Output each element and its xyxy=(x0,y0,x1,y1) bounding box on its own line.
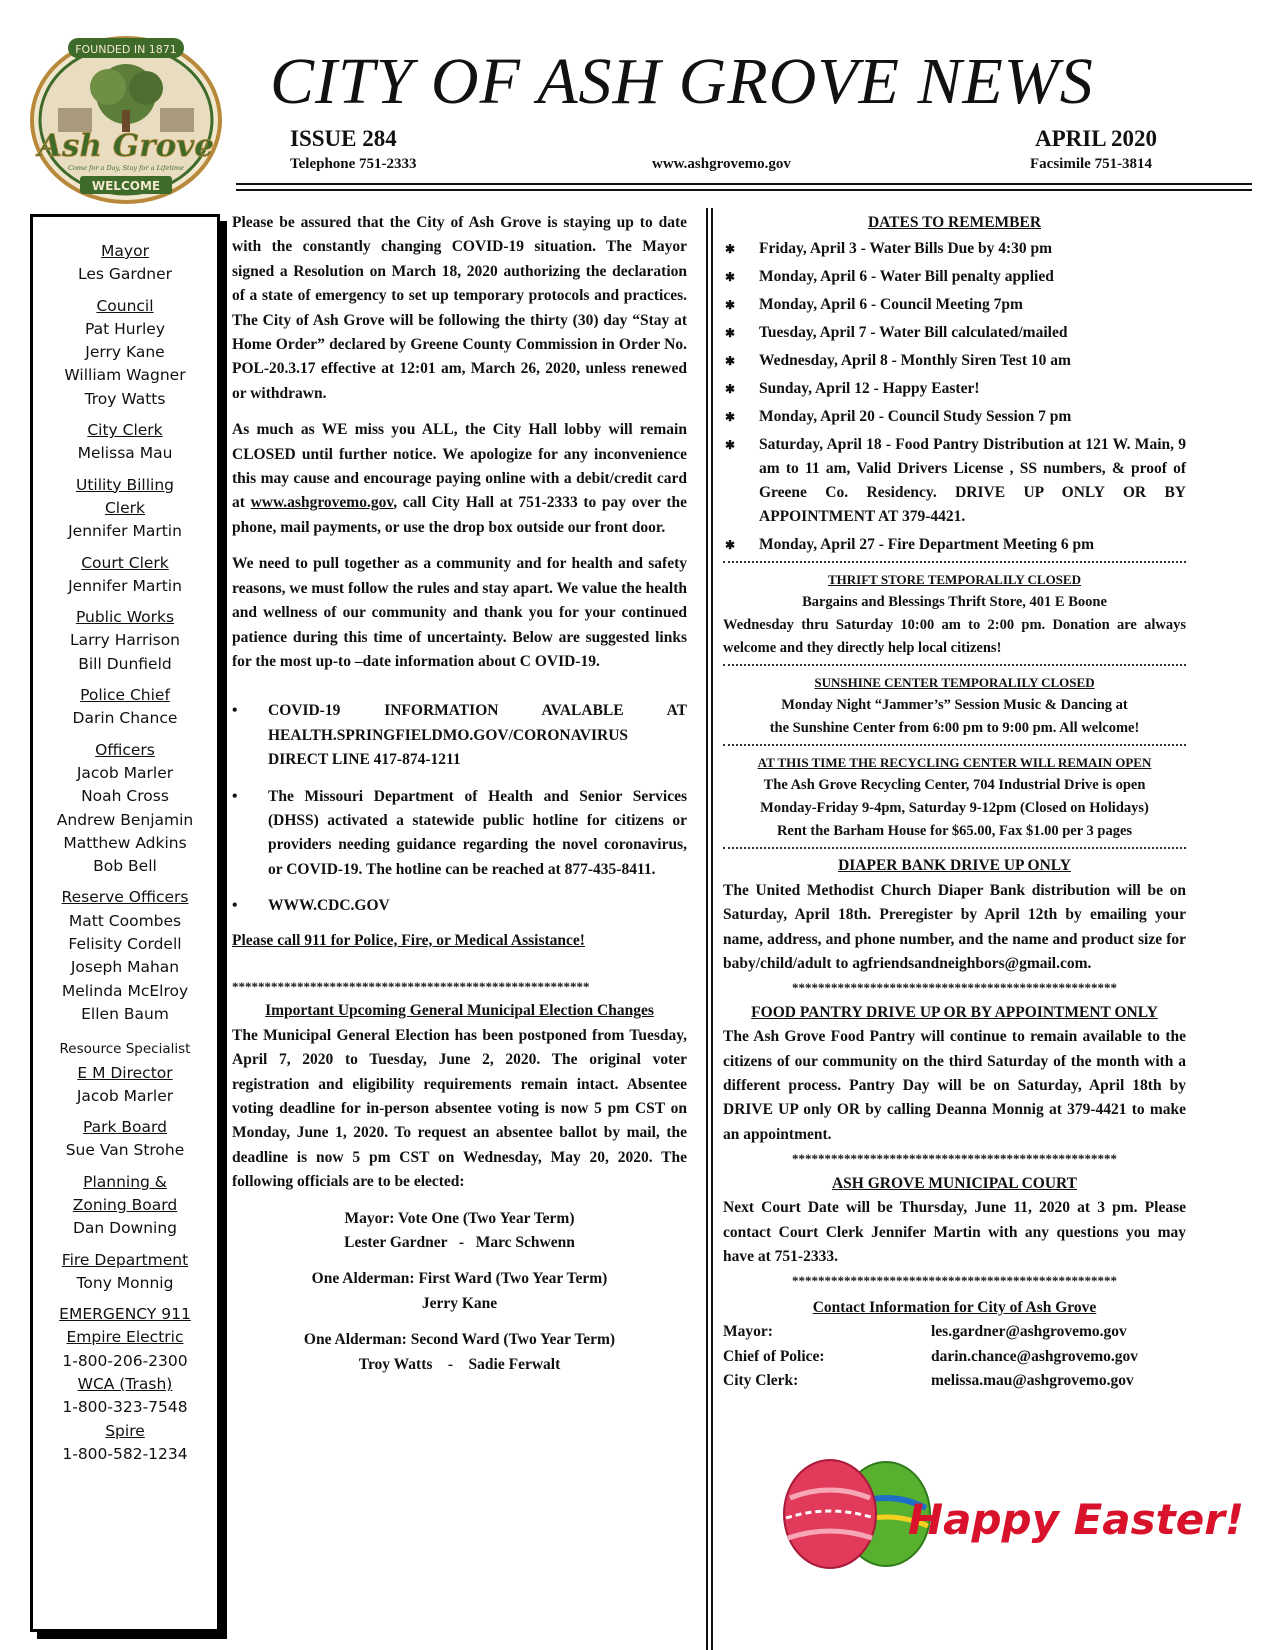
happy-easter-graphic xyxy=(776,1448,1245,1568)
recycling-line: Rent the Barham House for $65.00, Fax $1.00 per 3 pages xyxy=(776,823,1133,840)
sidebar-name: Matt Coombes xyxy=(68,911,182,930)
sidebar-name: Noah Cross xyxy=(81,787,169,806)
contact-row xyxy=(723,1320,1186,1344)
ash-grove-logo xyxy=(28,32,224,204)
sidebar-name: William Wagner xyxy=(64,366,186,385)
race-office: One Alderman: Second Ward (Two Year Term) xyxy=(303,1331,616,1349)
logo-name-text: Ash Grove xyxy=(37,128,215,164)
contact-role: Chief of Police: xyxy=(723,1347,825,1365)
contact-email[interactable]: les.gardner@ashgrovemo.gov xyxy=(931,1323,1127,1341)
community-paragraph: We need to pull together as a community and for health and safety reasons, we must follow the rules and stay apart. We value the health and wellness of our community and thank you for your continued patience during this time of uncertainty. Below are suggested links for the most up-to –date information about C OVID-19. xyxy=(232,555,687,670)
sunshine-line: the Sunshine Center from 6:00 pm to 9:00 pm. All welcome! xyxy=(769,720,1140,737)
sidebar-name: Les Gardner xyxy=(77,265,173,284)
sidebar-name: Melissa Mau xyxy=(77,444,173,463)
sidebar-name: Jennifer Martin xyxy=(68,522,182,541)
sidebar-heading: Spire xyxy=(105,1421,145,1440)
sidebar-heading: Empire Electric xyxy=(66,1328,184,1347)
column-divider-right xyxy=(711,208,713,1650)
sidebar-name: Larry Harrison xyxy=(69,631,181,650)
race-second-ward xyxy=(232,1328,687,1377)
dotted-divider xyxy=(723,744,1186,747)
race-candidates: Troy Watts - Sadie Ferwalt xyxy=(358,1355,561,1373)
sidebar-heading: Fire Department xyxy=(61,1250,189,1269)
masthead-rule-top xyxy=(236,183,1252,185)
sunshine-center-section xyxy=(723,671,1186,740)
race-mayor xyxy=(232,1207,687,1256)
thrift-line: Bargains and Blessings Thrift Store, 401 E Boone xyxy=(802,594,1107,611)
sidebar-heading: Officers xyxy=(95,740,155,759)
officials-sidebar xyxy=(30,214,220,1632)
website-link[interactable]: www.ashgrovemo.gov xyxy=(652,156,791,172)
pantry-body: The Ash Grove Food Pantry will continue to remain available to the citizens of our community on the third Saturday of the month with a different process. Pantry Day will be on Saturday, April 18th by DRIVE UP only OR by calling Deanna Monnig at 379-4421 to make an appointment. xyxy=(723,1028,1186,1143)
sidebar-heading: Mayor xyxy=(101,242,149,260)
race-office: One Alderman: First Ward (Two Year Term) xyxy=(311,1270,608,1288)
election-paragraph: The Municipal General Election has been postponed from Tuesday, April 7, 2020 to Tuesday, June 2, 2020. The original voter registration and eligibility requirements remain intact. Absentee voting deadline for in-person absentee voting is now 5 pm CST on Monday, June 1, 2020. To request an absentee ballot by mail, the deadline is now 5 pm CST on Wednesday, May 20, 2020. The following officials are to be elected: xyxy=(232,1026,687,1191)
contact-email[interactable]: darin.chance@ashgrovemo.gov xyxy=(931,1347,1139,1365)
sidebar-name: Dan Downing xyxy=(72,1219,178,1238)
covid-update-paragraph: Please be assured that the City of Ash Grove is staying up to date with the constantly changing COVID-19 situation. The Mayor signed a Resolution on March 18, 2020 authorizing the declaration of a state of emergency to set up temporary protocols and practices. The City of Ash Grove will be following the thirty (30) day “Stay at Home Order” declared by Greene County Commission in Order No. POL-20.3.17 effective at 12:01 am, March 26, 2020, unless renewed or withdrawn. xyxy=(232,214,687,402)
recycling-section xyxy=(723,751,1186,843)
sidebar-name: Sue Van Strohe xyxy=(65,1141,185,1160)
column-divider-left xyxy=(706,208,708,1650)
date-item: ✱ Monday, April 6 - Water Bill penalty applied xyxy=(759,265,1186,289)
side-column xyxy=(723,211,1186,1393)
sidebar-name: Jerry Kane xyxy=(85,343,165,362)
date-item: ✱ Saturday, April 18 - Food Pantry Distribution at 121 W. Main, 9 am to 11 am, Valid Drivers License , SS numbers, & proof of Greene Co. Residency. DRIVE UP ONLY OR BY APPOINTMENT AT 379-4421. xyxy=(759,433,1186,529)
diaper-body: The United Methodist Church Diaper Bank distribution will be on Saturday, April 18th. Preregister by April 12th by emailing your name, address, and phone number, and the name and product size for baby/child/adult to agfriendsandneighbors@gmail.com. xyxy=(723,881,1186,973)
date-item: ✱ Sunday, April 12 - Happy Easter! xyxy=(759,377,1186,401)
covid-links-list xyxy=(232,699,687,918)
pantry-heading: FOOD PANTRY DRIVE UP OR BY APPOINTMENT ONLY xyxy=(751,1003,1158,1021)
issue-date: APRIL 2020 xyxy=(1035,126,1158,151)
sidebar-name: Jennifer Martin xyxy=(68,576,182,595)
sidebar-heading: EMERGENCY 911 xyxy=(59,1305,191,1324)
race-first-ward xyxy=(232,1267,687,1316)
sidebar-name: Bob Bell xyxy=(93,857,157,876)
emergency-notice: Please call 911 for Police, Fire, or Medical Assistance! xyxy=(232,931,585,949)
sidebar-heading: Reserve Officers xyxy=(61,888,189,907)
sunshine-heading: SUNSHINE CENTER TEMPORALILY CLOSED xyxy=(814,675,1095,691)
court-body: Next Court Date will be Thursday, June 11, 2020 at 3 pm. Please contact Court Clerk Jennifer Martin with any questions you may have at 751-2333. xyxy=(723,1199,1186,1265)
issue-number: ISSUE 284 xyxy=(290,126,397,151)
race-candidates: Jerry Kane xyxy=(421,1294,498,1312)
race-office: Mayor: Vote One (Two Year Term) xyxy=(344,1209,575,1227)
court-heading: ASH GROVE MUNICIPAL COURT xyxy=(831,1174,1078,1192)
officials-list xyxy=(33,240,217,1466)
sidebar-heading: WCA (Trash) xyxy=(77,1375,173,1394)
sidebar-heading: E M Director xyxy=(77,1063,173,1082)
happy-easter-text: Happy Easter! xyxy=(908,1495,1245,1544)
date-item: ✱ Monday, April 6 - Council Meeting 7pm xyxy=(759,293,1186,317)
date-item: ✱ Wednesday, April 8 - Monthly Siren Test 10 am xyxy=(759,349,1186,373)
sidebar-heading: Council xyxy=(96,296,154,315)
date-item: ✱ Monday, April 20 - Council Study Session 7 pm xyxy=(759,405,1186,429)
star-divider: ************************************************** xyxy=(792,1151,1117,1167)
contact-table xyxy=(723,1320,1186,1393)
star-divider: ************************************************** xyxy=(792,1273,1117,1289)
dates-heading: DATES TO REMEMBER xyxy=(867,214,1042,231)
date-item: ✱ Tuesday, April 7 - Water Bill calculated/mailed xyxy=(759,321,1186,345)
city-hall-closed-paragraph xyxy=(232,418,687,540)
sidebar-heading: City Clerk xyxy=(87,421,163,440)
diaper-heading: DIAPER BANK DRIVE UP ONLY xyxy=(838,857,1071,875)
sunshine-line: Monday Night “Jammer’s” Session Music & Dancing at xyxy=(781,697,1128,714)
sidebar-name: Felisity Cordell xyxy=(68,935,182,954)
sidebar-name: Bill Dunfield xyxy=(78,654,172,673)
race-candidates: Lester Gardner - Marc Schwenn xyxy=(344,1234,575,1252)
dotted-divider xyxy=(723,847,1186,850)
dotted-divider xyxy=(723,664,1186,667)
recycling-line: The Ash Grove Recycling Center, 704 Industrial Drive is open xyxy=(763,777,1146,794)
list-item: • COVID-19 INFORMATION AVALABLE AT HEALTH.SPRINGFIELDMO.GOV/CORONAVIRUS DIRECT LINE 417-874-1211 xyxy=(268,699,687,772)
list-item[interactable]: • WWW.CDC.GOV xyxy=(268,894,687,918)
date-item: ✱ Friday, April 3 - Water Bills Due by 4:30 pm xyxy=(759,237,1186,261)
sidebar-name: 1-800-206-2300 xyxy=(62,1351,188,1370)
contact-heading: Contact Information for City of Ash Grove xyxy=(812,1298,1097,1316)
telephone: Telephone 751-2333 xyxy=(290,156,417,172)
sidebar-heading: Park Board xyxy=(83,1118,167,1137)
thrift-store-section xyxy=(723,568,1186,660)
sidebar-heading: Resource Specialist xyxy=(59,1041,191,1058)
dotted-divider xyxy=(723,561,1186,564)
election-heading: Important Upcoming General Municipal Election Changes xyxy=(265,1002,654,1020)
sidebar-heading: Public Works xyxy=(75,608,175,627)
sidebar-name: Tony Monnig xyxy=(76,1273,174,1292)
sidebar-name: Melinda McElroy xyxy=(61,981,189,1000)
sidebar-name: Jacob Marler xyxy=(76,763,174,782)
sidebar-heading: Clerk xyxy=(104,498,145,517)
star-divider: ************************************************** xyxy=(792,980,1117,996)
newsletter-title: CITY OF ASH GROVE NEWS xyxy=(270,45,1094,118)
contact-email[interactable]: melissa.mau@ashgrovemo.gov xyxy=(931,1371,1134,1389)
thrift-heading: THRIFT STORE TEMPORALILY CLOSED xyxy=(828,572,1081,588)
sidebar-name: Matthew Adkins xyxy=(63,833,187,852)
thrift-hours: Wednesday thru Saturday 10:00 am to 2:00 pm. Donation are always welcome and they directly help local citizens! xyxy=(723,617,1186,657)
contact-row xyxy=(723,1369,1186,1393)
sidebar-name: Andrew Benjamin xyxy=(56,810,194,829)
sidebar-heading: Court Clerk xyxy=(81,553,169,572)
logo-tagline-text: Come for a Day, Stay for a Lifetime xyxy=(68,164,184,172)
sidebar-name: Pat Hurley xyxy=(84,319,166,338)
star-divider: ******************************************************* xyxy=(232,978,590,994)
sidebar-heading: Police Chief xyxy=(80,686,170,705)
sidebar-name: Troy Watts xyxy=(84,389,166,408)
contact-role: City Clerk: xyxy=(723,1371,799,1389)
city-hall-text-b: , call City Hall at 751-2333 to pay over the phone, mail payments, or use the drop box outside our front door. xyxy=(232,494,687,536)
logo-founded-text: FOUNDED IN 1871 xyxy=(75,43,177,56)
payment-website-link[interactable]: www.ashgrovemo.gov xyxy=(250,494,394,512)
sidebar-name: Darin Chance xyxy=(72,709,178,728)
sidebar-name: 1-800-323-7548 xyxy=(62,1398,188,1417)
facsimile: Facsimile 751-3814 xyxy=(1030,156,1153,172)
sidebar-name: 1-800-582-1234 xyxy=(62,1444,188,1463)
list-item: • The Missouri Department of Health and Senior Services (DHSS) activated a statewide public hotline for citizens or providers needing guidance regarding the novel coronavirus, or COVID-19. The hotline can be reached at 877-435-8411. xyxy=(268,785,687,883)
recycling-heading: AT THIS TIME THE RECYCLING CENTER WILL REMAIN OPEN xyxy=(757,755,1152,771)
sidebar-heading: Zoning Board xyxy=(72,1195,178,1214)
masthead-rule-bottom xyxy=(236,189,1252,191)
sidebar-heading: Planning & xyxy=(83,1172,167,1191)
sidebar-name: Jacob Marler xyxy=(76,1086,174,1105)
sidebar-name: Joseph Mahan xyxy=(70,958,180,977)
logo-welcome-text: WELCOME xyxy=(91,179,161,193)
sidebar-name: Ellen Baum xyxy=(81,1004,169,1023)
main-column xyxy=(232,211,687,1377)
date-item: ✱ Monday, April 27 - Fire Department Meeting 6 pm xyxy=(759,533,1186,557)
city-hall-text-a: As much as WE miss you ALL, the City Hall lobby will remain CLOSED until further notice. We apologize for any inconvenience this may cause and encourage paying online with a debit/credit card at xyxy=(232,421,687,512)
dates-list xyxy=(723,237,1186,557)
contact-role: Mayor: xyxy=(723,1323,773,1341)
contact-row xyxy=(723,1345,1186,1369)
sidebar-heading: Utility Billing xyxy=(75,475,175,494)
recycling-line: Monday-Friday 9-4pm, Saturday 9-12pm (Closed on Holidays) xyxy=(760,800,1149,817)
